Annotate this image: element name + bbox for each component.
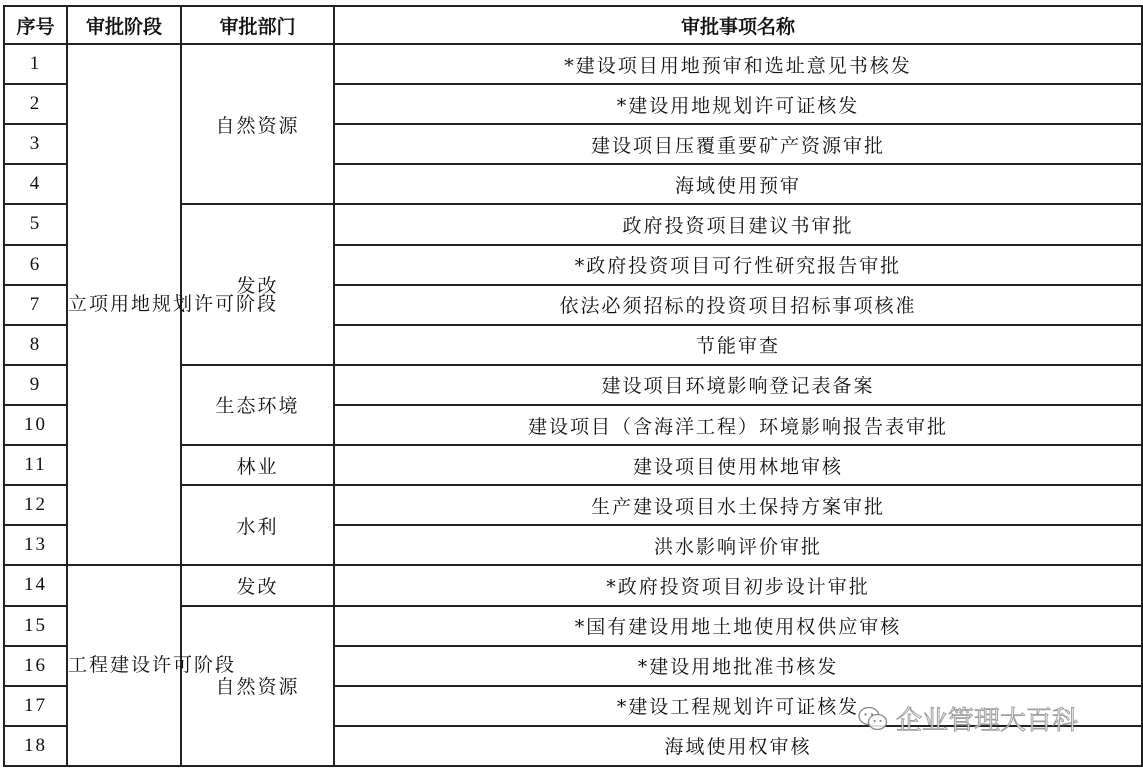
row-number: 18 bbox=[4, 726, 67, 766]
row-number: 9 bbox=[4, 365, 67, 405]
item-name: 生产建设项目水土保持方案审批 bbox=[334, 485, 1142, 525]
table-row bbox=[4, 44, 1142, 84]
item-name: 依法必须招标的投资项目招标事项核准 bbox=[334, 285, 1142, 325]
dept-cell: 发改 bbox=[181, 204, 334, 364]
item-name: *国有建设用地土地使用权供应审核 bbox=[334, 606, 1142, 646]
header-stage: 审批阶段 bbox=[67, 6, 181, 44]
item-name: 政府投资项目建议书审批 bbox=[334, 204, 1142, 244]
row-number: 6 bbox=[4, 245, 67, 285]
item-name: *政府投资项目初步设计审批 bbox=[334, 565, 1142, 605]
row-number: 2 bbox=[4, 84, 67, 124]
item-name: *建设工程规划许可证核发 bbox=[334, 686, 1142, 726]
dept-cell: 林业 bbox=[181, 445, 334, 485]
dept-cell: 自然资源 bbox=[181, 606, 334, 766]
dept-cell: 水利 bbox=[181, 485, 334, 565]
approval-items-table bbox=[3, 5, 1143, 767]
dept-cell: 发改 bbox=[181, 565, 334, 605]
row-number: 12 bbox=[4, 485, 67, 525]
row-number: 15 bbox=[4, 606, 67, 646]
stage-cell: 工程建设许可阶段 bbox=[67, 565, 181, 766]
header-item: 审批事项名称 bbox=[334, 6, 1142, 44]
item-name: 海域使用权审核 bbox=[334, 726, 1142, 766]
stage-cell: 立项用地规划许可阶段 bbox=[67, 44, 181, 565]
item-name: 节能审查 bbox=[334, 325, 1142, 365]
item-name: 建设项目使用林地审核 bbox=[334, 445, 1142, 485]
row-number: 11 bbox=[4, 445, 67, 485]
watermark-text: 企业管理大百科 bbox=[896, 706, 1079, 736]
row-number: 3 bbox=[4, 124, 67, 164]
table-row bbox=[4, 565, 1142, 605]
row-number: 17 bbox=[4, 686, 67, 726]
row-number: 14 bbox=[4, 565, 67, 605]
header-dept: 审批部门 bbox=[181, 6, 334, 44]
item-name: 建设项目环境影响登记表备案 bbox=[334, 365, 1142, 405]
item-name: *建设项目用地预审和选址意见书核发 bbox=[334, 44, 1142, 84]
item-name: *政府投资项目可行性研究报告审批 bbox=[334, 245, 1142, 285]
item-name: 建设项目压覆重要矿产资源审批 bbox=[334, 124, 1142, 164]
row-number: 10 bbox=[4, 405, 67, 445]
item-name: *建设用地规划许可证核发 bbox=[334, 84, 1142, 124]
row-number: 7 bbox=[4, 285, 67, 325]
table-header-row bbox=[4, 6, 1142, 44]
row-number: 1 bbox=[4, 44, 67, 84]
row-number: 16 bbox=[4, 646, 67, 686]
header-index: 序号 bbox=[4, 6, 67, 44]
row-number: 13 bbox=[4, 525, 67, 565]
item-name: *建设用地批准书核发 bbox=[334, 646, 1142, 686]
row-number: 4 bbox=[4, 164, 67, 204]
dept-cell: 自然资源 bbox=[181, 44, 334, 204]
item-name: 海域使用预审 bbox=[334, 164, 1142, 204]
dept-cell: 生态环境 bbox=[181, 365, 334, 445]
row-number: 5 bbox=[4, 204, 67, 244]
item-name: 洪水影响评价审批 bbox=[334, 525, 1142, 565]
row-number: 8 bbox=[4, 325, 67, 365]
item-name: 建设项目（含海洋工程）环境影响报告表审批 bbox=[334, 405, 1142, 445]
